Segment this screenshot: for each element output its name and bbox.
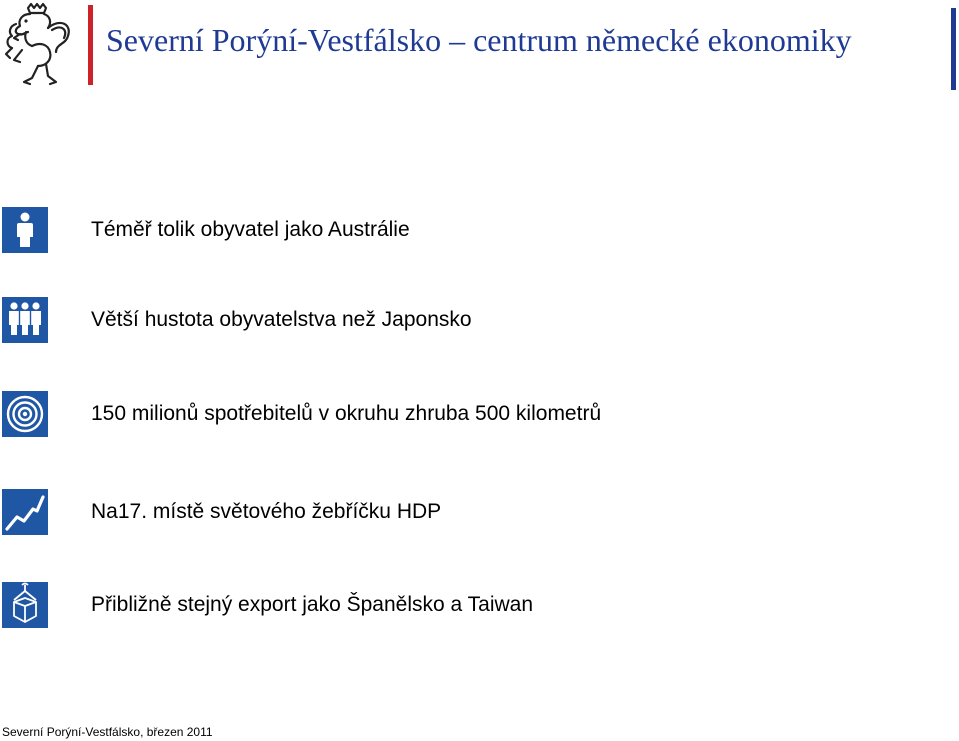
fact-row-consumers [0, 391, 900, 439]
fact-text: Větší hustota obyvatelstva než Japonsko [91, 308, 472, 331]
growth-chart-icon [2, 489, 48, 535]
fact-row-export [0, 582, 900, 630]
heraldic-lion-icon [2, 2, 74, 86]
page-title: Severní Porýní-Vestfálsko – centrum německé ekonomiky [106, 22, 852, 58]
target-icon [2, 391, 48, 437]
fact-text: Na17. místě světového žebříčku HDP [91, 500, 442, 523]
fact-text: Téměř tolik obyvatel jako Austrálie [91, 218, 410, 241]
fact-row-gdp [0, 489, 900, 537]
fact-row-population [0, 207, 900, 255]
blue-divider-bar [951, 8, 956, 90]
red-divider-bar [88, 5, 93, 85]
fact-text: 150 milionů spotřebitelů v okruhu zhruba 500 kilometrů [91, 402, 602, 425]
fact-text: Přibližně stejný export jako Španělsko a Taiwan [91, 593, 534, 616]
cargo-crate-icon [2, 582, 48, 628]
person-icon [2, 207, 48, 253]
crowd-icon [2, 297, 48, 343]
footer-text: Severní Porýní-Vestfálsko, březen 2011 [2, 725, 213, 739]
fact-row-density [0, 297, 900, 345]
